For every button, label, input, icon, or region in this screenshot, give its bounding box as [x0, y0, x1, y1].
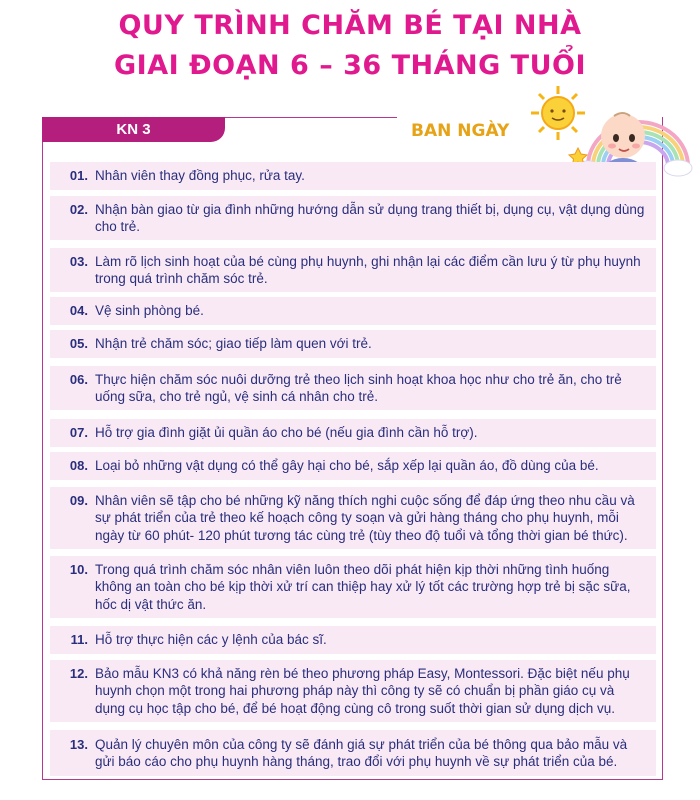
step-text: Loại bỏ những vật dụng có thể gây hại cho bé, sắp xếp lại quần áo, đồ dùng của bé.	[95, 458, 599, 474]
step-text: Làm rõ lịch sinh hoạt của bé cùng phụ huynh, ghi nhận lại các điểm cần lưu ý từ phụ huynh trong quá trình chăm sóc trẻ.	[95, 253, 641, 286]
step-text: Trong quá trình chăm sóc nhân viên luôn theo dõi phát hiện kịp thời những tình huống không an toàn cho bé kịp thời xử trí can thiệp hay xử lý tốt các trường hợp trẻ bị sặc sữa, hốc dị vật thức ăn.	[95, 561, 631, 612]
step-number: 03.	[69, 253, 88, 269]
step-text: Quản lý chuyên môn của công ty sẽ đánh giá sự phát triển của bé thông qua bảo mẫu và gửi báo cáo cho phụ huynh hàng tháng, trao đổi với phụ huynh về sự phát triển của bé.	[95, 736, 628, 769]
step-number: 01.	[69, 168, 88, 184]
step-text: Nhân viên sẽ tập cho bé những kỹ năng thích nghi cuộc sống để đáp ứng theo nhu cầu và sự phát triển của trẻ theo kế hoạch công ty soạn và gửi hàng tháng cho phụ huynh, mỗi ngày từ 60 phút- 120 phút tương tác cùng trẻ (tùy theo độ tuổi và tổng thời gian bé thức).	[95, 492, 635, 543]
period-label: BAN NGÀY	[411, 121, 510, 141]
step-text: Nhận trẻ chăm sóc; giao tiếp làm quen với trẻ.	[95, 336, 372, 352]
step-number: 04.	[69, 303, 88, 319]
step-number: 10.	[69, 561, 88, 577]
step-number: 12.	[69, 665, 88, 681]
step-number: 11.	[70, 632, 88, 648]
step-text: Nhân viên thay đồng phục, rửa tay.	[95, 168, 305, 184]
step-row	[50, 419, 656, 447]
page-title-line-1: QUY TRÌNH CHĂM BÉ TẠI NHÀ	[118, 10, 582, 41]
step-row	[50, 556, 656, 618]
step-row	[50, 297, 656, 325]
sun-icon	[531, 86, 585, 140]
step-text: Hỗ trợ thực hiện các y lệnh của bác sĩ.	[95, 632, 327, 648]
step-number: 06.	[69, 371, 88, 387]
frame-top-line	[225, 117, 397, 118]
step-row	[50, 730, 656, 776]
step-number: 13.	[69, 736, 88, 752]
step-row	[50, 330, 656, 358]
step-row	[50, 452, 656, 480]
step-row	[50, 366, 656, 410]
step-number: 07.	[69, 425, 88, 441]
step-text: Vệ sinh phòng bé.	[95, 303, 204, 319]
step-number: 02.	[69, 201, 88, 217]
step-text: Hỗ trợ gia đình giặt ủi quần áo cho bé (nếu gia đình cần hỗ trợ).	[95, 425, 478, 441]
step-number: 09.	[69, 492, 88, 508]
step-row	[50, 162, 656, 190]
step-number: 08.	[69, 458, 88, 474]
step-row	[50, 660, 656, 722]
step-text: Bảo mẫu KN3 có khả năng rèn bé theo phương pháp Easy, Montessori. Đặc biệt nếu phụ huynh chọn một trong hai phương pháp này thì công ty sẽ có chuẩn bị phần giáo cụ và dụng cụ học tập cho bé, để bé hoạt động cùng cô trong suốt thời gian sử dụng dịch vụ.	[95, 665, 630, 716]
step-text: Thực hiện chăm sóc nuôi dưỡng trẻ theo lịch sinh hoạt khoa học như cho trẻ ăn, cho trẻ uống sữa, cho trẻ ngủ, vệ sinh cá nhân cho trẻ.	[95, 371, 622, 404]
level-badge: KN 3	[42, 117, 225, 142]
step-row	[50, 248, 656, 292]
step-number: 05.	[69, 336, 88, 352]
step-row	[50, 196, 656, 240]
page-title-line-2: GIAI ĐOẠN 6 – 36 THÁNG TUỔI	[114, 50, 586, 81]
step-row	[50, 487, 656, 549]
step-text: Nhận bàn giao từ gia đình những hướng dẫn sử dụng trang thiết bị, dụng cụ, vật dụng dùng cho trẻ.	[95, 201, 645, 234]
step-row	[50, 626, 656, 654]
